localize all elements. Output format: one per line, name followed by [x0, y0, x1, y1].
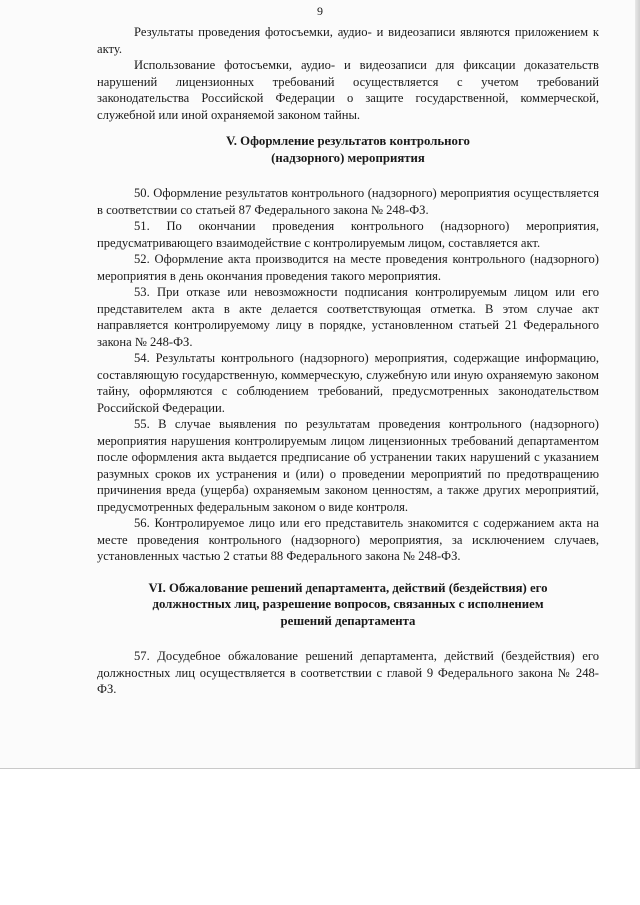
page-number: 9 [317, 4, 323, 18]
section-6-heading-line-3: решений департамента [280, 613, 416, 628]
paragraph-53: 53. При отказе или невозможности подписания контролируемым лицом или его представителем акта в акте делается соответствующая отметка. В этом случае акт направляется контролируемому лицу в порядке, установленном статьей 21 Федерального закона № 248-ФЗ. [97, 285, 599, 349]
paragraph-56: 56. Контролируемое лицо или его представитель знакомится с содержанием акта на месте проведения контрольного (надзорного) мероприятия, за исключением случаев, установленных частью 2 статьи 88 Федерального закона № 248-ФЗ. [97, 516, 599, 563]
paragraph-54: 54. Результаты контрольного (надзорного) мероприятия, содержащие информацию, составляющую государственную, коммерческую, служебную или иную охраняемую законом тайну, оформляются с соблюдением требований, предусмотренных законодательством Российской Федерации. [97, 351, 599, 415]
paragraph-50: 50. Оформление результатов контрольного (надзорного) мероприятия осуществляется в соответствии со статьей 87 Федерального закона № 248-ФЗ. [97, 186, 599, 217]
paragraph-intro-1: Результаты проведения фотосъемки, аудио- и видеозаписи являются приложением к акту. [97, 25, 599, 56]
paragraph-57: 57. Досудебное обжалование решений департамента, действий (бездействия) его должностных лиц осуществляется в соответствии с главой 9 Федерального закона № 248-ФЗ. [97, 649, 599, 696]
section-5-heading [97, 133, 599, 166]
paragraph-52: 52. Оформление акта производится на месте проведения контрольного (надзорного) мероприятия в день окончания проведения такого мероприятия. [97, 252, 599, 283]
section-5-heading-line-2: (надзорного) мероприятия [271, 150, 425, 165]
section-6-heading-line-1: VI. Обжалование решений департамента, действий (бездействия) его [148, 580, 548, 595]
section-5-heading-line-1: V. Оформление результатов контрольного [226, 134, 470, 148]
section-6-heading-line-2: должностных лиц, разрешение вопросов, связанных с исполнением [152, 597, 544, 611]
paragraph-intro-2: Использование фотосъемки, аудио- и видеозаписи для фиксации доказательств нарушений лицензионных требований осуществляется с учетом требований законодательства Российской Федерации о защите государственной, коммерческой, служебной или иной охраняемой законом тайны. [97, 58, 599, 122]
paragraph-51: 51. По окончании проведения контрольного (надзорного) мероприятия, предусматривающего взаимодействие с контролируемым лицом, составляется акт. [97, 219, 599, 250]
scan-edge-shadow [635, 0, 640, 768]
document-body [97, 24, 599, 698]
section-6-heading [97, 580, 599, 630]
paragraph-55: 55. В случае выявления по результатам проведения контрольного (надзорного) мероприятия нарушения контролируемым лицом лицензионных требований департаментом после оформления акта выдается предписание об устранении таких нарушений с указанием разумных сроков их устранения и (или) о проведении мероприятий по предотвращению причинения вреда (ущерба) охраняемым законом ценностям, а также других мероприятий, предусмотренных федеральным законом о виде контроля. [97, 417, 599, 514]
